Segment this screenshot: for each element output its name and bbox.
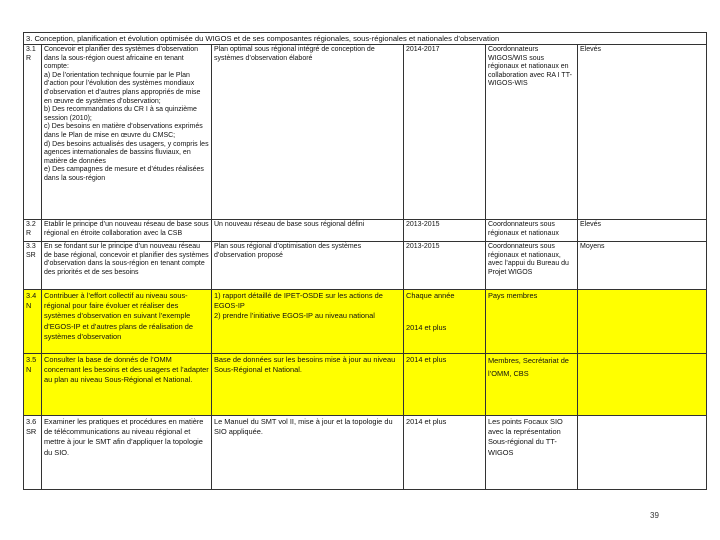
row-responsible: Membres, Secrétariat de l’OMM, CBS (486, 354, 578, 416)
row-responsible: Pays membres (486, 290, 578, 354)
row-activity: Consulter la base de donnés de l’OMM concernant les besoins et des usagers et l’adapter au plan au niveau Sous-Régional et National. (42, 354, 212, 416)
table-row (24, 290, 707, 354)
row-period: 2014-2017 (404, 45, 486, 220)
row-period-cell (404, 290, 486, 354)
row-period: Chaque année (406, 291, 455, 300)
row-id: 3.3 SR (24, 242, 42, 290)
row-priority (578, 290, 707, 354)
row-priority: Elevés (578, 45, 707, 220)
row-period: 2014 et plus (404, 354, 486, 416)
row-period: 2013-2015 (404, 220, 486, 242)
page-number: 39 (650, 511, 659, 520)
row-id: 3.6 SR (24, 416, 42, 490)
table-row (24, 354, 707, 416)
row-period: 2014 et plus (404, 416, 486, 490)
row-deliverable: Un nouveau réseau de base sous régional défini (212, 220, 404, 242)
row-priority (578, 416, 707, 490)
row-activity: Examiner les pratiques et procédures en matière de télécommunications au niveau régional et mettre à jour le SMT afin d’appliquer la topologie du SIO. (42, 416, 212, 490)
row-activity: Etablir le principe d’un nouveau réseau de base sous régional en étroite collaboration avec la CSB (42, 220, 212, 242)
table-row (24, 242, 707, 290)
row-responsible: Coordonnateurs WIGOS/WIS sous régionaux et nationaux en collaboration avec RA I TT- WIGOS-WIS (486, 45, 578, 220)
row-deliverable: Base de données sur les besoins mise à jour au niveau Sous-Régional et National. (212, 354, 404, 416)
row-deliverable: Plan sous régional d’optimisation des systèmes d’observation proposé (212, 242, 404, 290)
row-id: 3.5 N (24, 354, 42, 416)
table-row (24, 220, 707, 242)
table-row (24, 416, 707, 490)
section-header: 3. Conception, planification et évolution optimisée du WIGOS et de ses composantes régionales, sous-régionales et nationales d’observation (24, 33, 707, 45)
table-row (24, 45, 707, 220)
row-deliverable: Plan optimal sous régional intégré de conception de systèmes d’observation élaboré (212, 45, 404, 220)
row-id: 3.4 N (24, 290, 42, 354)
row-deliverable: Le Manuel du SMT vol II, mise à jour et la topologie du SIO appliquée. (212, 416, 404, 490)
row-responsible: Coordonnateurs sous régionaux et nationaux (486, 220, 578, 242)
row-priority (578, 354, 707, 416)
row-id: 3.1 R (24, 45, 42, 220)
planning-table (23, 32, 707, 490)
row-activity: Contribuer à l’effort collectif au niveau sous-régional pour faire évoluer et réaliser des systèmes d’observation en suivant l’exemple d’EGOS-IP et d’autres plans de réalisation de systèmes d’observation (42, 290, 212, 354)
row-responsible: Coordonnateurs sous régionaux et nationaux, avec l’appui du Bureau du Projet WIGOS (486, 242, 578, 290)
row-priority: Elevés (578, 220, 707, 242)
row-priority: Moyens (578, 242, 707, 290)
row-responsible: Les points Focaux SIO avec la représentation Sous-régional du TT-WIGOS (486, 416, 578, 490)
row-period: 2013-2015 (404, 242, 486, 290)
row-activity: Concevoir et planifier des systèmes d’observation dans la sous-région ouest africaine en tenant compte: a) De l’orientation technique fournie par le Plan d’action pour l’évolution des systèmes mondiaux d’observation et d’autres plans appropriés de mise en œuvre de systèmes d’observation; b) Des recommandations du CR I à sa quinzième session (2010); c) Des besoins en matière d’observations exprimés dans le Plan de mise en œuvre du CMSC; d) Des besoins actualisés des usagers, y compris les agences internationales de bassins fluviaux, en matière de données e) Des campagnes de mesure et d’études réalisées dans la sous-région (42, 45, 212, 220)
row-deliverable: 1) rapport détaillé de IPET-OSDE sur les actions de EGOS-IP 2) prendre l’initiative EGOS-IP au niveau national (212, 290, 404, 354)
row-period-secondary: 2014 et plus (406, 323, 447, 333)
row-id: 3.2 R (24, 220, 42, 242)
row-activity: En se fondant sur le principe d’un nouveau réseau de base régional, concevoir et planifier des systèmes d’observation dans la sous-région en tenant compte des priorités et de ses besoins (42, 242, 212, 290)
section-header-row (24, 33, 707, 45)
